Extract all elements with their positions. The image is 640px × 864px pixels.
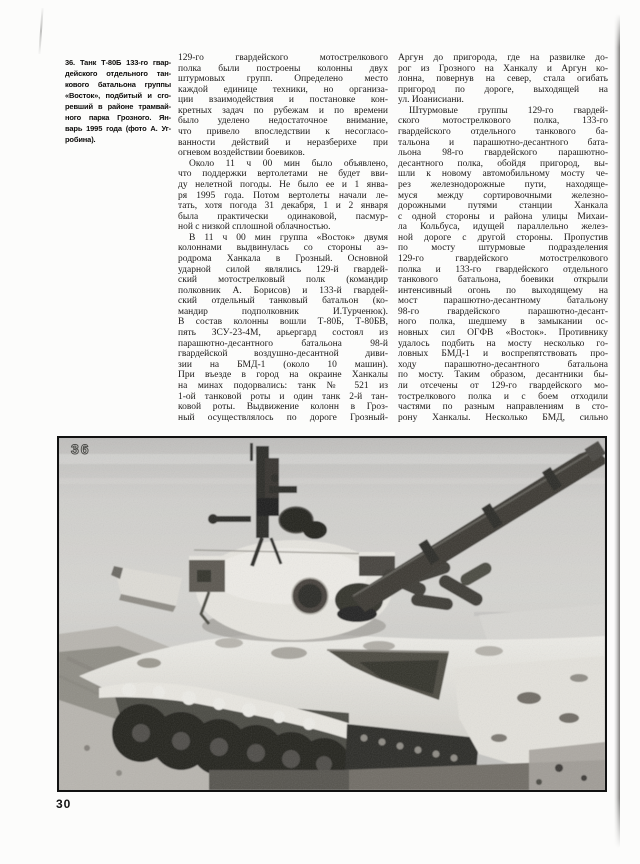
text-line: гвардейского отдельного танкового ба-	[398, 127, 608, 138]
text-line: ул. Иоанисиани.	[398, 95, 464, 106]
text-column-1	[178, 53, 388, 423]
page-number: 30	[56, 797, 72, 811]
text-line: муся между сортировочными железно-	[398, 190, 608, 201]
text-line: ду нелетной погоды. Не было ее и 1 янва-	[178, 179, 388, 190]
photo-caption	[65, 57, 171, 145]
text-line: тальона и парашютно-десантного бата-	[398, 137, 608, 148]
text-line: ной с низкой сплошной облачностью.	[178, 222, 331, 233]
text-line: пять ЗСУ-23-4М, арьергард состоял из	[178, 328, 388, 339]
text-line: родрома Ханкала в Грозный. Основной	[178, 253, 388, 264]
text-line: рону Ханкалы. Несколько БМД, сильно	[398, 412, 608, 423]
text-line: ударной силой являлись 129-й гвардей-	[178, 264, 388, 275]
text-line: штурмовых групп. Определено место	[178, 74, 388, 85]
text-line: ванности действий и неразберихе при	[178, 137, 388, 148]
text-line: колоннами выдвинулась со стороны аэ-	[178, 243, 388, 254]
text-line: ли отсечены от 129-го гвардейского мо-	[398, 380, 608, 391]
text-line: полка и 133-го гвардейского отдельного	[398, 264, 608, 275]
text-line: 98-го гвардейского парашютно-десант-	[398, 306, 608, 317]
text-line: шли к новому автомобильному мосту че-	[398, 169, 608, 180]
text-line: ции взаимодействия и постановке кон-	[178, 95, 388, 106]
text-line: по мосту штурмовые подразделения	[398, 243, 608, 254]
text-line: ной дороге с другой стороны. Пропустив	[398, 232, 608, 243]
text-line: по мосту. Таким образом, десантники бы-	[398, 370, 608, 381]
text-line: что поддержки вертолетами не будет вви-	[178, 169, 388, 180]
text-line: каждой единице техники, но организа-	[178, 84, 388, 95]
text-line: гвардейской воздушно-десантной диви-	[178, 349, 388, 360]
text-line: ря 1995 года. Потом вертолеты начали ле-	[178, 190, 388, 201]
text-line: полковник А. Борисов) и 133-й гвардей-	[178, 285, 388, 296]
text-line: частями по разным направлениям в сто-	[398, 402, 608, 413]
text-line: мост парашютно-десантному батальону	[398, 296, 608, 307]
text-line: ного полка, шедшему в замыкании ос-	[398, 317, 608, 328]
text-line: парашютно-десантного батальона 98-й	[178, 338, 388, 349]
text-line: Около 11 ч 00 мин было объявлено,	[189, 158, 388, 169]
text-line: 129-го гвардейского мотострелкового	[178, 53, 388, 63]
text-line: огневом воздействии боевиков.	[178, 148, 305, 159]
text-line: 129-го гвардейского мотострелкового	[398, 253, 608, 264]
text-line: кретных задач по рубежам и по времени	[178, 105, 388, 116]
text-line: зии на БМД-1 (около 10 машин).	[178, 359, 388, 370]
text-line: ного парка Грозного. Ян-	[65, 113, 171, 122]
text-line: ревший в районе трамвай-	[65, 102, 171, 111]
text-line: 1-ой танковой роты и один танк 2-й тан-	[178, 391, 388, 402]
text-line: на минах подорвались: танк № 521 из	[178, 380, 388, 391]
text-line: десантного полка, обойдя пригород, вы-	[398, 158, 608, 169]
text-line: «Восток», подбитый и сго-	[65, 91, 171, 100]
text-line: с одной стороны и района улицы Михаи-	[398, 211, 608, 222]
text-line: При въезде в город на окраине Ханкалы	[178, 370, 388, 381]
tank-photo	[57, 436, 607, 792]
text-line: было уделено недостаточное внимание,	[178, 116, 388, 127]
text-line: ный осуществлялось по дороге Грозный-	[178, 412, 388, 423]
scan-edge-mark	[38, 8, 43, 54]
text-line: новных сил ОГФВ «Восток». Противнику	[398, 328, 608, 339]
text-line: робина).	[65, 135, 96, 144]
text-column-2	[398, 53, 608, 423]
text-line: ковой роты. Выдвижение колонн в Гроз-	[178, 402, 388, 413]
text-line: тострелкового полка и с боем отходили	[398, 391, 608, 402]
text-line: рог из Грозного на Ханкалу и Аргун ко-	[398, 63, 608, 74]
text-line: дорожными путями станции Ханкала	[398, 201, 608, 212]
text-line: была практически одинаковой, пасмур-	[178, 211, 388, 222]
text-line: ловных БМД-1 и воспрепятствовать про-	[398, 349, 608, 360]
text-line: лонна, повернув на север, стала огибать	[398, 74, 608, 85]
text-line: ла Кольбуса, идущей параллельно желез-	[398, 222, 608, 233]
photo-number-label: 36	[71, 441, 91, 457]
text-line: ского мотострелкового полка, 133-го	[398, 116, 608, 127]
text-line: танкового батальона, боевики открыли	[398, 275, 608, 286]
text-line: Штурмовые группы 129-го гвардей-	[409, 105, 608, 116]
text-line: Аргун до пригорода, где на развилке до-	[398, 53, 608, 63]
text-line: варь 1995 года (фото А. Уг-	[65, 124, 171, 133]
text-line: интенсивный огонь по выходящему на	[398, 285, 608, 296]
text-line: дейского отдельного тан-	[65, 69, 171, 78]
text-line: удалось подбить на мосту несколько го-	[398, 338, 608, 349]
text-line: мандир подполковник И.Турченюк).	[178, 306, 388, 317]
text-line: кового батальона группы	[65, 80, 171, 89]
text-line: что привело впоследствии к несогласо-	[178, 127, 388, 138]
text-line: В состав колонны вошли Т-80Б, Т-80БВ,	[178, 317, 388, 328]
text-line: ходу парашютно-десантного батальона	[398, 359, 608, 370]
text-line: льона 98-го гвардейского парашютно-	[398, 148, 608, 159]
text-line: ский отдельный танковый батальон (ко-	[178, 296, 388, 307]
page-edge-shadow	[614, 14, 620, 848]
text-line: полка были построены колонны двух	[178, 63, 388, 74]
text-line: 36. Танк Т-80Б 133-го гвар-	[65, 58, 171, 67]
text-line: тать, хотя погода 31 декабря, 1 и 2 января	[178, 201, 388, 212]
text-line: ский мотострелковый полк (командир	[178, 275, 388, 286]
text-line: пригород по дороге, выходящей на	[398, 84, 608, 95]
tank-photo-illustration	[59, 438, 605, 790]
text-line: рез железнодорожные пути, находяще-	[398, 179, 608, 190]
text-line: В 11 ч 00 мин группа «Восток» двумя	[189, 232, 388, 243]
